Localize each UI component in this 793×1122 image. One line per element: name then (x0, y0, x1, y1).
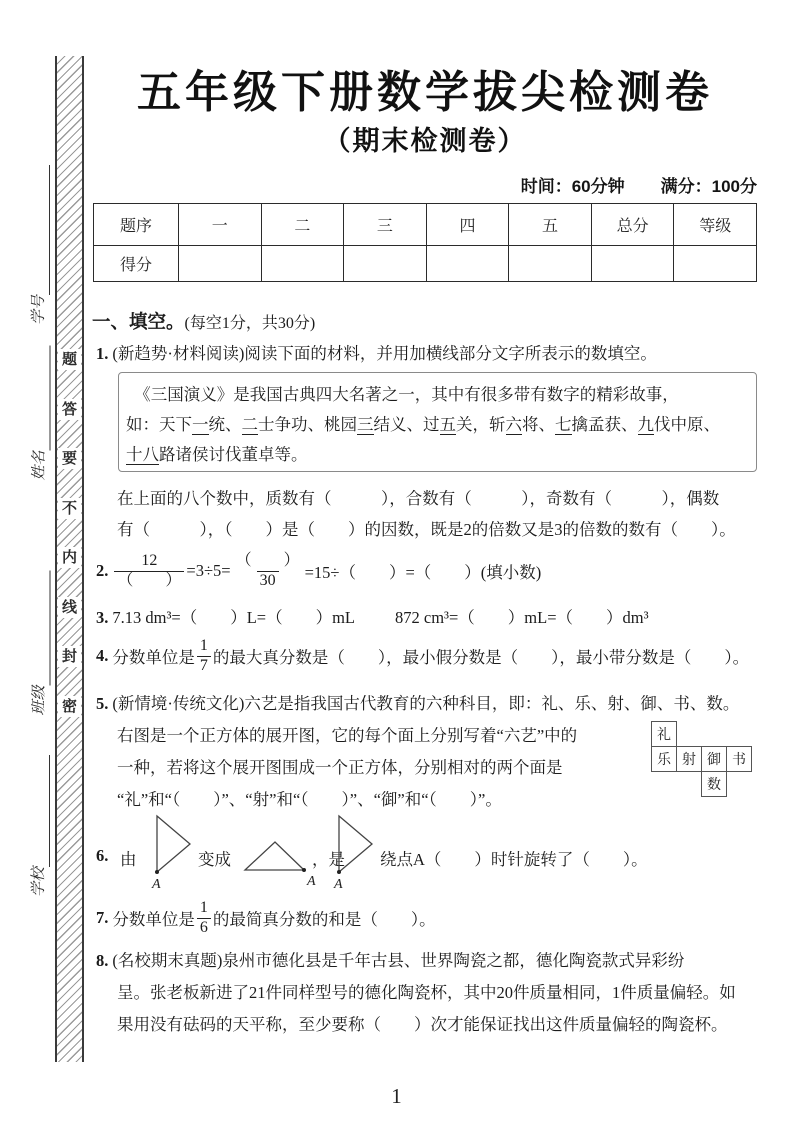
net-cell-math: 数 (701, 771, 727, 797)
seal-char: 答 (58, 399, 81, 420)
time-limit: 时间：60分钟 (520, 177, 625, 196)
question-number: 4. (96, 646, 109, 665)
question-number: 5. (96, 694, 109, 713)
question-6 (96, 812, 716, 904)
vertex-a-label: A (334, 877, 343, 892)
underlined-number: 七 (555, 415, 572, 434)
student-id-label: 学号 (31, 294, 47, 325)
question-8-stem (96, 950, 684, 972)
page-number: 1 (391, 1084, 402, 1108)
question-1-stem (96, 343, 657, 365)
question-text: 绕点A（ ）时针旋转了（ ）。 (380, 850, 648, 869)
triangle-diagram-result (242, 838, 322, 890)
score-table-header-cell: 一 (178, 204, 261, 245)
school-field (28, 755, 50, 897)
time-score-line (93, 172, 757, 197)
underlined-number: 三 (357, 415, 374, 434)
question-8-line3: 果用没有砝码的天平称，至少要称（ ）次才能保证找出这件质量偏轻的陶瓷杯。 (117, 1015, 728, 1034)
net-cell-yue: 乐 (651, 746, 677, 772)
seal-char: 题 (58, 349, 81, 370)
unit-conversion-1 (96, 604, 355, 628)
box-text-segment: 伐中原、 (654, 415, 720, 434)
score-empty-cell (673, 245, 756, 281)
question-text: 的最大真分数是（ ），最小假分数是（ ），最小带分数是（ ）。 (212, 648, 750, 667)
question-7 (96, 896, 436, 940)
question-number: 3. (96, 608, 109, 627)
fraction-denominator-blank: （ ） (114, 571, 184, 590)
score-table-header-cell: 总分 (591, 204, 674, 245)
score-table-header-cell: 三 (343, 204, 426, 245)
triangle-diagram-rotating (336, 814, 376, 902)
name-field (29, 346, 51, 481)
question-5-line3: 一种，若将这个展开图围成一个正方体，分别相对的两个面是 (117, 758, 563, 777)
material-box-text (126, 380, 746, 470)
question-number: 8. (96, 951, 109, 970)
box-text-segment: 擒孟获、 (571, 415, 638, 434)
vertex-a-label: A (152, 877, 161, 892)
exam-subtitle: （期末检测卷） (323, 126, 527, 156)
question-8-line2: 呈。张老板新进了21件同样型号的德化陶瓷杯，其中20件质量相同，1件质量偏轻。如 (117, 983, 736, 1002)
question-number: 7. (96, 908, 109, 927)
question-5-line2: 右图是一个正方体的展开图，它的每个面上分别写着“六艺”中的 (117, 726, 578, 745)
school-label: 学校 (31, 866, 47, 897)
box-text-segment: 结义、过 (373, 415, 440, 434)
box-text-segment: 关，斩 (456, 415, 506, 434)
score-table-header-cell: 二 (261, 204, 344, 245)
underlined-number: 六 (505, 415, 522, 434)
seal-char: 不 (58, 498, 81, 519)
score-table-header-cell: 四 (426, 204, 509, 245)
name-blank-line (29, 346, 51, 451)
class-label: 班级 (31, 685, 48, 716)
full-score: 满分：100分 (660, 177, 757, 196)
score-empty-cell (343, 245, 426, 281)
question-5-stem (96, 693, 739, 715)
question-text: 阅读下面的材料，并用加横线部分文字所表示的数填空。 (244, 344, 657, 363)
score-table-header-cell: 等级 (673, 204, 756, 245)
fraction-numerator: 1 (199, 899, 208, 917)
score-table-header-cell: 题序 (119, 218, 152, 235)
exam-title: 五年级下册数学拔尖检测卷 (137, 68, 713, 117)
student-id-field (28, 165, 50, 325)
box-text-segment: 路诸侯讨伐董卓等。 (159, 445, 308, 464)
fraction-one-sixth (197, 899, 211, 937)
score-empty-cell (591, 245, 674, 281)
equation-part: =15÷（ ）=（ ）(填小数) (304, 563, 542, 582)
score-table-header-cell: 五 (508, 204, 591, 245)
question-3 (96, 604, 649, 628)
box-text-segment: 《三国演义》是我国古典四大名著之一，其中有很多带有数字的精彩故事， (126, 385, 679, 404)
question-tag: (新趋势·材料阅读) (112, 344, 245, 363)
conversion-text: 7.13 dm³=（ ）L=（ ）mL (112, 608, 356, 627)
question-tag: (名校期末真题) (112, 951, 223, 970)
net-cell-li: 礼 (651, 721, 677, 747)
question-number-text: 6. (96, 846, 109, 865)
class-field (29, 571, 51, 716)
question-1-line2: 在上面的八个数中，质数有（ ），合数有（ ），奇数有（ ），偶数 (117, 489, 720, 508)
question-tag: (新情境·传统文化) (112, 694, 245, 713)
net-cell-shu-char: 书 (726, 746, 752, 772)
fraction-blank-over-30 (233, 552, 303, 590)
section-title: 一、填空。 (92, 313, 185, 333)
underlined-number: 十八 (126, 445, 159, 464)
section-heading (92, 308, 315, 334)
question-text: 六艺是指我国古代教育的六种科目，即：礼、乐、射、御、书、数。 (244, 694, 740, 713)
question-number: 1. (96, 344, 109, 363)
score-empty-cell (508, 245, 591, 281)
question-number (96, 846, 108, 866)
seal-char: 内 (58, 547, 81, 568)
fraction-numerator-blank: （ ） (235, 552, 300, 570)
question-4 (96, 634, 749, 678)
name-label: 姓名 (31, 450, 48, 481)
triangle-diagram-original (154, 814, 194, 902)
question-text: 由 (120, 850, 137, 869)
seal-char: 要 (58, 448, 81, 469)
question-text: ，是 (312, 850, 345, 869)
underlined-number: 一 (192, 415, 209, 434)
unit-conversion-2: 872 cm³=（ ）mL=（ ）dm³ (395, 608, 649, 627)
student-id-blank-line (28, 165, 50, 295)
seal-char: 线 (58, 597, 81, 618)
school-blank-line (28, 755, 50, 867)
score-empty-cell (178, 245, 261, 281)
question-text: 分数单位是 (112, 910, 195, 929)
question-text: 分数单位是 (112, 648, 195, 667)
section-score-note: (每空1分，共30分) (184, 315, 316, 332)
fraction-one-seventh (197, 637, 211, 675)
fraction-numerator: 1 (199, 637, 208, 655)
seal-text-column (54, 349, 85, 717)
box-text-segment: 统、 (208, 415, 242, 434)
cube-net-diagram (651, 721, 753, 798)
fraction-12-over-blank (114, 552, 184, 590)
score-empty-cell (261, 245, 344, 281)
seal-char: 封 (58, 646, 81, 667)
fraction-numerator: 12 (141, 552, 158, 570)
seal-char: 密 (58, 696, 81, 717)
question-text: 的最简真分数的和是（ ）。 (212, 910, 436, 929)
question-number: 2. (96, 561, 109, 580)
material-box (118, 372, 757, 472)
underlined-number: 五 (439, 415, 456, 434)
vertex-a-label: A (307, 874, 316, 889)
underlined-number: 二 (241, 415, 258, 434)
score-table (93, 203, 757, 282)
net-cell-she: 射 (676, 746, 702, 772)
fraction-denominator: 6 (197, 918, 211, 937)
question-text: 泉州市德化县是千年古县、世界陶瓷之都，德化陶瓷款式异彩纷 (222, 951, 685, 970)
underlined-number: 九 (637, 415, 654, 434)
question-2 (96, 548, 541, 594)
score-row-label: 得分 (94, 245, 178, 281)
net-cell-yu: 御 (701, 746, 727, 772)
score-empty-cell (426, 245, 509, 281)
equation-part: =3÷5= (186, 561, 231, 580)
box-text-segment: 将、 (522, 415, 555, 434)
question-1-line3: 有（ ），（ ）是（ ）的因数，既是2的倍数又是3的倍数的数有（ ）。 (117, 520, 736, 539)
question-5-line4: “礼”和“（ ）”、“射”和“（ ）”、“御”和“（ ）”。 (117, 790, 502, 809)
fraction-denominator: 30 (257, 571, 279, 590)
box-text-segment: 如：天下 (126, 415, 192, 434)
question-text: 变成 (198, 850, 231, 869)
box-text-segment: 士争功、桃园 (258, 415, 357, 434)
fraction-denominator: 7 (197, 656, 211, 675)
class-blank-line (29, 571, 51, 686)
